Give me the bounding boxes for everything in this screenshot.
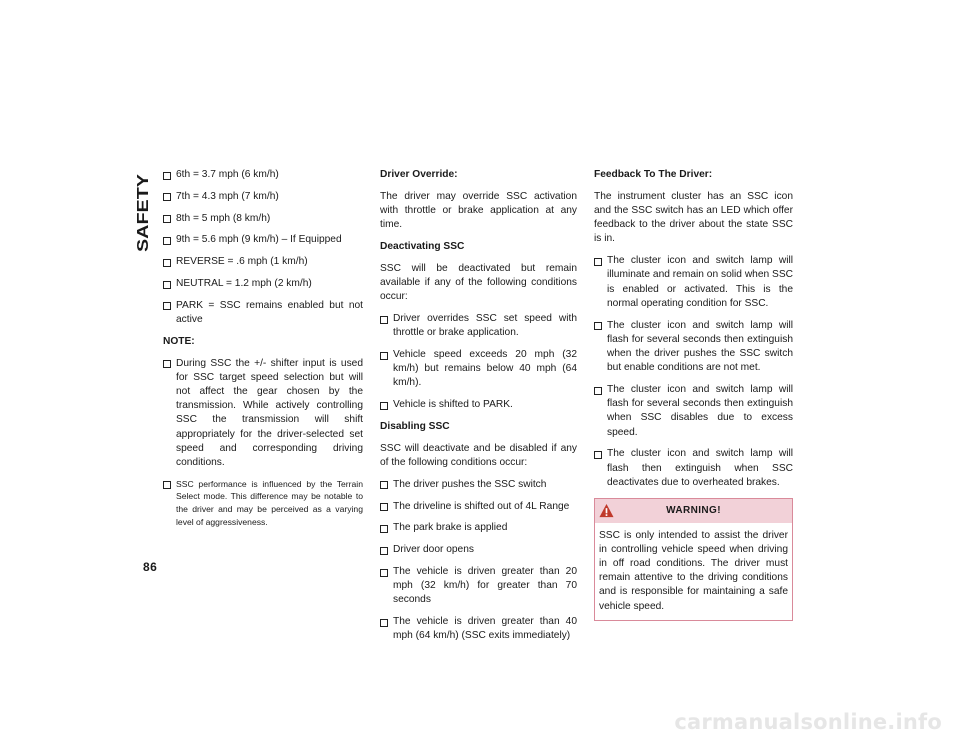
- list-item: Vehicle is shifted to PARK.: [380, 398, 577, 412]
- list-item: SSC performance is influenced by the Terrain Select mode. This difference may be notable to the driver and may be perceived as a varying level of aggressiveness.: [163, 478, 363, 528]
- checkbox-bullet-icon: [594, 387, 602, 395]
- note-heading: NOTE:: [163, 335, 195, 347]
- checkbox-bullet-icon: [380, 352, 388, 360]
- checkbox-bullet-icon: [380, 402, 388, 410]
- list-item: The vehicle is driven greater than 40 mph (64 km/h) (SSC exits immediately): [380, 615, 577, 643]
- checkbox-bullet-icon: [380, 316, 388, 324]
- checkbox-bullet-icon: [380, 525, 388, 533]
- section-label: [132, 172, 152, 252]
- checkbox-bullet-icon: [594, 258, 602, 266]
- list-item: The cluster icon and switch lamp will flash for several seconds then extinguish when SSC disables due to excess speed.: [594, 383, 793, 440]
- checkbox-bullet-icon: [380, 503, 388, 511]
- checkbox-bullet-icon: [163, 259, 171, 267]
- checkbox-bullet-icon: [594, 322, 602, 330]
- list-item: The park brake is applied: [380, 521, 577, 535]
- list-item: The driveline is shifted out of 4L Range: [380, 500, 577, 514]
- override-heading: Driver Override:: [380, 169, 458, 180]
- checkbox-bullet-icon: [163, 193, 171, 201]
- section-label-text: SAFETY: [135, 188, 152, 252]
- disabling-heading: Disabling SSC: [380, 421, 450, 432]
- warning-text: SSC is only intended to assist the driver in controlling vehicle speed when driving in off road conditions. The driver must remain attentive to the driving conditions and is responsible for maintaining a safe vehicle speed.: [599, 529, 788, 612]
- list-item: 6th = 3.7 mph (6 km/h): [163, 168, 363, 182]
- checkbox-bullet-icon: [163, 172, 171, 180]
- column-1: [163, 168, 363, 536]
- list-item: PARK = SSC remains enabled but not active: [163, 299, 363, 327]
- checkbox-bullet-icon: [163, 360, 171, 368]
- deactivating-text: SSC will be deactivated but remain available if any of the following conditions occur:: [380, 262, 577, 303]
- checkbox-bullet-icon: [380, 569, 388, 577]
- checkbox-bullet-icon: [163, 215, 171, 223]
- list-item: REVERSE = .6 mph (1 km/h): [163, 255, 363, 269]
- list-item: The vehicle is driven greater than 20 mph (32 km/h) for greater than 70 seconds: [380, 565, 577, 608]
- column-2: [380, 168, 577, 651]
- deactivating-heading: Deactivating SSC: [380, 241, 465, 252]
- list-item: 8th = 5 mph (8 km/h): [163, 212, 363, 226]
- watermark: carmanualsonline.info: [674, 710, 942, 734]
- warning-box: [594, 498, 793, 621]
- warning-header: [595, 499, 792, 523]
- checkbox-bullet-icon: [380, 547, 388, 555]
- checkbox-bullet-icon: [163, 281, 171, 289]
- override-text: The driver may override SSC activation with throttle or brake application at any time.: [380, 190, 577, 231]
- column-3: [594, 168, 793, 621]
- checkbox-bullet-icon: [163, 481, 171, 489]
- checkbox-bullet-icon: [380, 481, 388, 489]
- list-item: Driver door opens: [380, 543, 577, 557]
- list-item: 9th = 5.6 mph (9 km/h) – If Equipped: [163, 233, 363, 247]
- list-item: The driver pushes the SSC switch: [380, 478, 577, 492]
- feedback-heading: Feedback To The Driver:: [594, 169, 713, 180]
- feedback-text: The instrument cluster has an SSC icon and the SSC switch has an LED which offer feedback to the driver about the state SSC is in.: [594, 190, 793, 245]
- warning-title: WARNING!: [666, 504, 721, 516]
- list-item: The cluster icon and switch lamp will illuminate and remain on solid when SSC is enabled or activated. This is the normal operating condition for SSC.: [594, 254, 793, 311]
- list-item: Driver overrides SSC set speed with throttle or brake application.: [380, 312, 577, 340]
- disabling-text: SSC will deactivate and be disabled if any of the following conditions occur:: [380, 442, 577, 468]
- list-item: NEUTRAL = 1.2 mph (2 km/h): [163, 277, 363, 291]
- checkbox-bullet-icon: [594, 451, 602, 459]
- list-item: Vehicle speed exceeds 20 mph (32 km/h) but remains below 40 mph (64 km/h).: [380, 348, 577, 391]
- checkbox-bullet-icon: [163, 237, 171, 245]
- list-item: During SSC the +/- shifter input is used for SSC target speed selection but will not affect the gear chosen by the transmission. While actively controlling SSC the transmission will shift appropriately for the driver-selected set speed and corresponding driving conditions.: [163, 357, 363, 471]
- checkbox-bullet-icon: [380, 619, 388, 627]
- checkbox-bullet-icon: [163, 302, 171, 310]
- list-item: The cluster icon and switch lamp will flash for several seconds then extinguish when the driver pushes the SSC switch but enable conditions are not met.: [594, 319, 793, 376]
- warning-triangle-icon: [599, 503, 614, 518]
- list-item: 7th = 4.3 mph (7 km/h): [163, 190, 363, 204]
- list-item: The cluster icon and switch lamp will flash then extinguish when SSC deactivates due to overheated brakes.: [594, 447, 793, 490]
- page-number: 86: [143, 560, 158, 574]
